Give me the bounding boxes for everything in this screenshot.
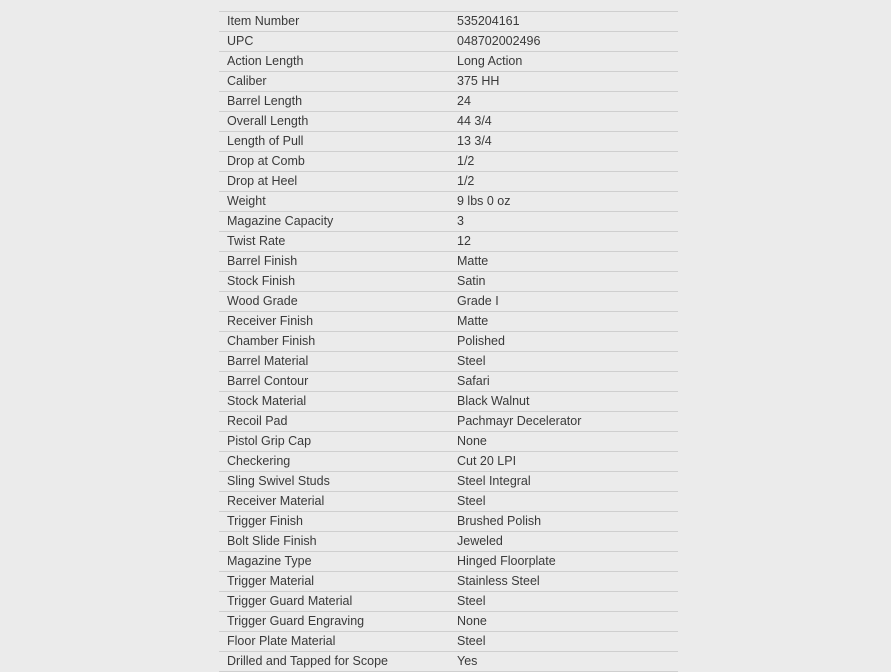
spec-value: 1/2 — [457, 174, 475, 188]
spec-label: Pistol Grip Cap — [227, 434, 312, 448]
spec-value: Black Walnut — [457, 394, 530, 408]
spec-row — [219, 132, 678, 152]
spec-row — [219, 572, 678, 592]
spec-row — [219, 112, 678, 132]
spec-label: Drop at Heel — [227, 174, 298, 188]
spec-value: 375 HH — [457, 74, 500, 88]
spec-label: Checkering — [227, 454, 291, 468]
spec-label: Trigger Material — [227, 574, 315, 588]
spec-value: 13 3/4 — [457, 134, 492, 148]
spec-value: Long Action — [457, 54, 523, 68]
spec-label: Drilled and Tapped for Scope — [227, 654, 388, 668]
spec-label: Floor Plate Material — [227, 634, 336, 648]
spec-row — [219, 192, 678, 212]
spec-row — [219, 32, 678, 52]
spec-row — [219, 232, 678, 252]
spec-label: Bolt Slide Finish — [227, 534, 317, 548]
spec-value: Matte — [457, 314, 489, 328]
spec-label: UPC — [227, 34, 254, 48]
spec-value: Satin — [457, 274, 486, 288]
spec-value: Steel — [457, 354, 486, 368]
spec-label: Magazine Capacity — [227, 214, 334, 228]
spec-row — [219, 292, 678, 312]
spec-label: Barrel Material — [227, 354, 309, 368]
spec-row — [219, 372, 678, 392]
spec-row — [219, 432, 678, 452]
spec-label: Receiver Finish — [227, 314, 314, 328]
spec-label: Barrel Finish — [227, 254, 298, 268]
spec-value: 048702002496 — [457, 34, 541, 48]
spec-value: Steel Integral — [457, 474, 531, 488]
spec-label: Overall Length — [227, 114, 309, 128]
spec-row — [219, 312, 678, 332]
spec-label: Stock Material — [227, 394, 307, 408]
spec-row — [219, 72, 678, 92]
spec-value: None — [457, 614, 487, 628]
spec-row — [219, 172, 678, 192]
spec-value: None — [457, 434, 487, 448]
spec-label: Receiver Material — [227, 494, 325, 508]
spec-label: Recoil Pad — [227, 414, 288, 428]
spec-label: Chamber Finish — [227, 334, 316, 348]
spec-row — [219, 52, 678, 72]
spec-label: Trigger Guard Material — [227, 594, 353, 608]
spec-row — [219, 332, 678, 352]
spec-row — [219, 512, 678, 532]
spec-row — [219, 12, 678, 32]
spec-value: 9 lbs 0 oz — [457, 194, 511, 208]
spec-row — [219, 492, 678, 512]
spec-label: Sling Swivel Studs — [227, 474, 330, 488]
spec-row — [219, 652, 678, 672]
spec-row — [219, 452, 678, 472]
spec-row — [219, 412, 678, 432]
spec-row — [219, 92, 678, 112]
spec-row — [219, 472, 678, 492]
spec-value: Hinged Floorplate — [457, 554, 556, 568]
spec-label: Drop at Comb — [227, 154, 305, 168]
spec-label: Length of Pull — [227, 134, 304, 148]
spec-value: Pachmayr Decelerator — [457, 414, 582, 428]
spec-row — [219, 592, 678, 612]
spec-label: Wood Grade — [227, 294, 298, 308]
spec-row — [219, 532, 678, 552]
spec-value: Safari — [457, 374, 490, 388]
spec-value: 12 — [457, 234, 471, 248]
spec-label: Trigger Finish — [227, 514, 303, 528]
spec-value: Polished — [457, 334, 505, 348]
spec-value: Yes — [457, 654, 478, 668]
spec-value: Jeweled — [457, 534, 503, 548]
spec-label: Barrel Length — [227, 94, 303, 108]
spec-row — [219, 632, 678, 652]
spec-label: Weight — [227, 194, 266, 208]
spec-value: 535204161 — [457, 14, 520, 28]
spec-row — [219, 612, 678, 632]
spec-label: Barrel Contour — [227, 374, 309, 388]
spec-row — [219, 272, 678, 292]
spec-value: 1/2 — [457, 154, 475, 168]
spec-value: 44 3/4 — [457, 114, 492, 128]
spec-label: Trigger Guard Engraving — [227, 614, 365, 628]
spec-label: Twist Rate — [227, 234, 286, 248]
spec-value: 3 — [457, 214, 464, 228]
spec-value: Cut 20 LPI — [457, 454, 517, 468]
spec-value: Brushed Polish — [457, 514, 542, 528]
spec-row — [219, 392, 678, 412]
spec-value: Steel — [457, 634, 486, 648]
spec-label: Magazine Type — [227, 554, 312, 568]
spec-value: Steel — [457, 594, 486, 608]
spec-label: Stock Finish — [227, 274, 296, 288]
spec-row — [219, 212, 678, 232]
spec-value: Grade I — [457, 294, 499, 308]
spec-value: Matte — [457, 254, 489, 268]
spec-label: Item Number — [227, 14, 300, 28]
spec-row — [219, 352, 678, 372]
spec-label: Action Length — [227, 54, 304, 68]
spec-row — [219, 152, 678, 172]
spec-label: Caliber — [227, 74, 267, 88]
spec-value: 24 — [457, 94, 471, 108]
spec-value: Steel — [457, 494, 486, 508]
spec-value: Stainless Steel — [457, 574, 540, 588]
spec-row — [219, 552, 678, 572]
spec-table — [219, 11, 678, 672]
spec-row — [219, 252, 678, 272]
